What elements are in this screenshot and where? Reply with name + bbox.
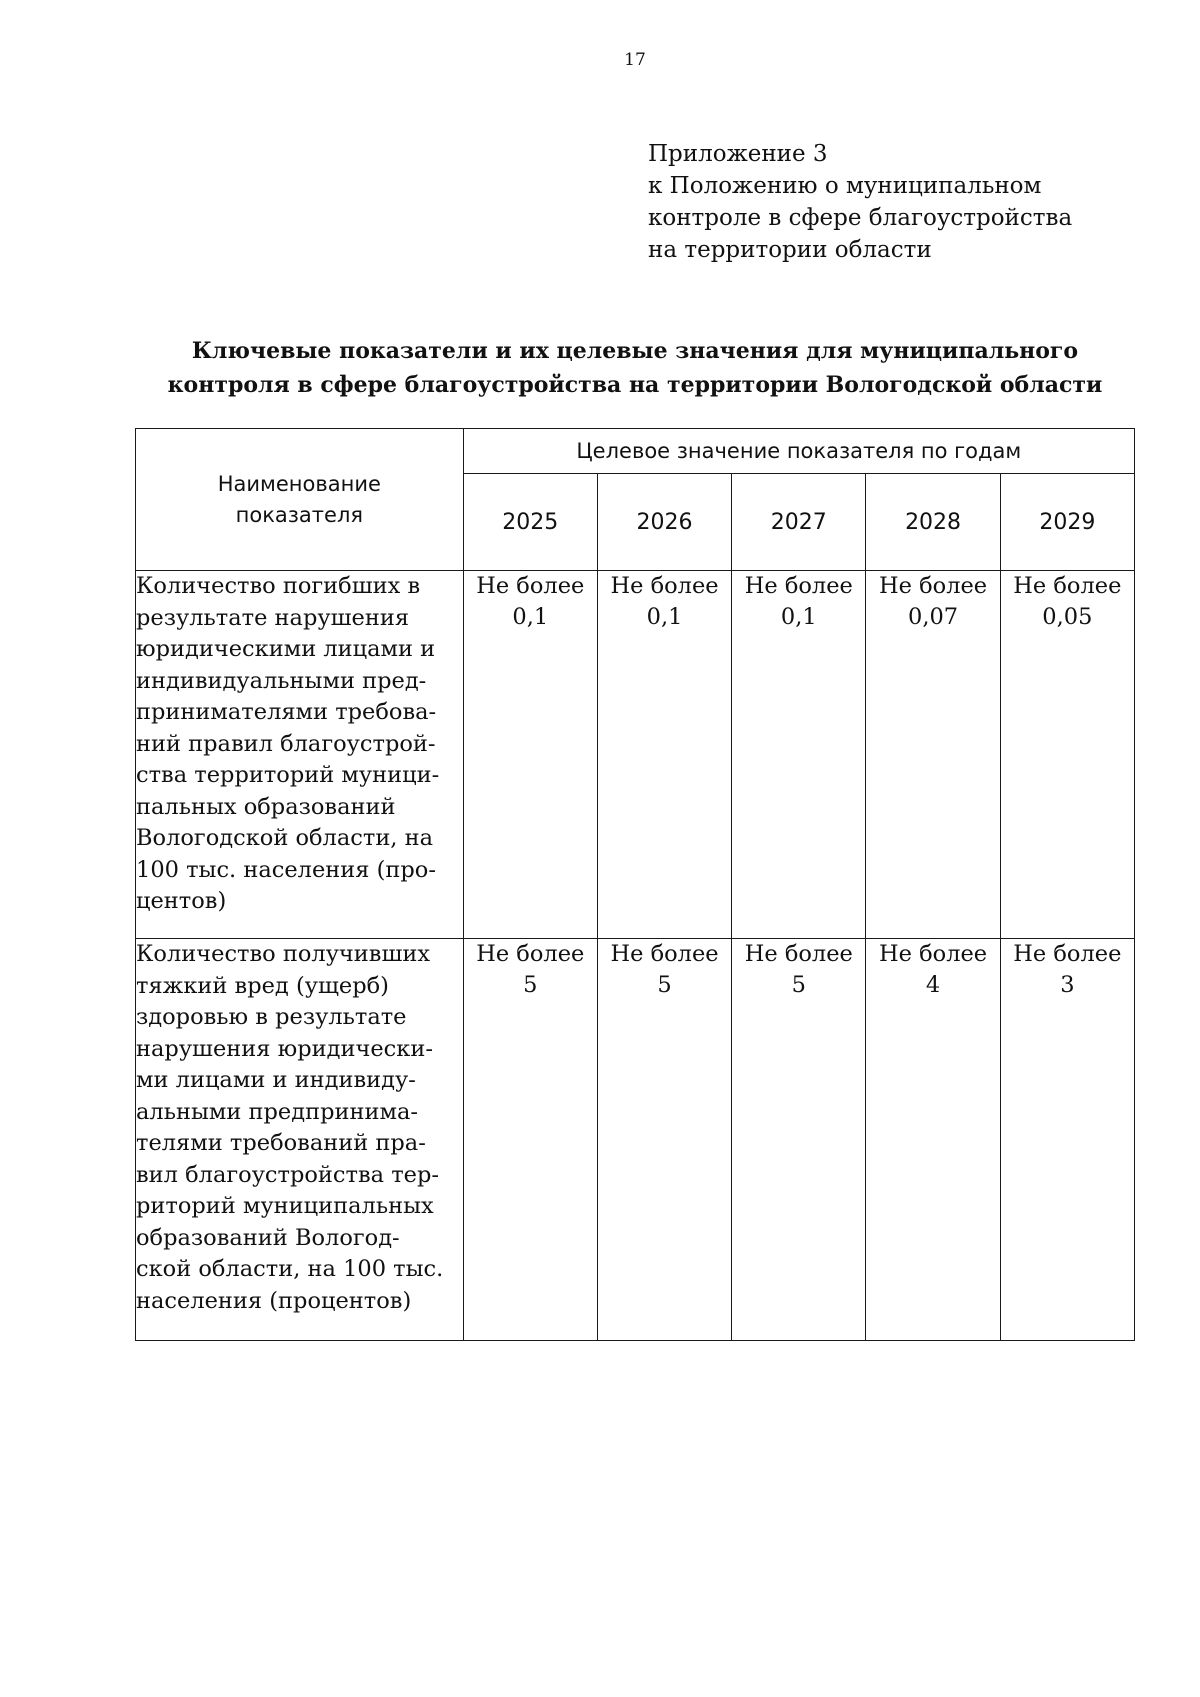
value-prefix: Не более	[476, 573, 585, 599]
appendix-line: контроле в сфере благоустройства	[648, 205, 1073, 231]
target-value-cell	[732, 939, 866, 1341]
appendix-line: к Положению о муниципальном	[648, 173, 1042, 199]
indicator-name-line: ний правил благоустрой-	[136, 730, 436, 757]
indicator-name-line: населения (процентов)	[136, 1287, 412, 1314]
value-prefix: Не более	[744, 941, 853, 967]
value-prefix: Не более	[879, 573, 988, 599]
indicator-name-line: Вологодской области, на	[136, 825, 434, 851]
indicator-name-line: Количество получивших	[136, 941, 431, 967]
title-line: контроля в сфере благоустройства на территории Вологодской области	[167, 372, 1103, 398]
value-number: 0,05	[1042, 604, 1093, 630]
appendix-note	[648, 138, 1072, 266]
header-year-2025: 2025	[463, 474, 597, 571]
indicator-name-line: центов)	[136, 888, 227, 914]
indicator-name-line: образований Вологод-	[136, 1224, 400, 1251]
target-value-cell	[732, 571, 866, 939]
target-value-cell	[1000, 939, 1134, 1341]
indicator-name-line: ской области, на 100 тыс.	[136, 1256, 444, 1282]
value-number: 0,1	[512, 604, 549, 630]
value-prefix: Не более	[476, 941, 585, 967]
header-target-values: Целевое значение показателя по годам	[463, 429, 1134, 474]
indicator-name-line: юридическими лицами и	[136, 636, 436, 662]
header-name-line: показателя	[235, 502, 363, 527]
value-number: 3	[1060, 972, 1075, 998]
indicator-name-line: 100 тыс. населения (про-	[136, 856, 436, 883]
appendix-line: Приложение 3	[648, 141, 828, 167]
indicator-name-line: ства территорий муници-	[136, 762, 440, 788]
page-number: 17	[624, 50, 646, 70]
target-value-cell	[866, 939, 1000, 1341]
title-line: Ключевые показатели и их целевые значения для муниципального	[191, 338, 1079, 364]
value-number: 0,1	[780, 604, 817, 630]
indicator-name-line: нарушения юридически-	[136, 1035, 433, 1062]
header-year-2029: 2029	[1000, 474, 1134, 571]
indicator-name-line: Количество погибших в	[136, 573, 421, 599]
target-value-cell	[866, 571, 1000, 939]
table-row	[136, 571, 1135, 939]
indicator-name-line: вил благоустройства тер-	[136, 1161, 439, 1188]
appendix-line: на территории области	[648, 237, 932, 263]
target-value-cell	[463, 939, 597, 1341]
indicator-name-line: тяжкий вред (ущерб)	[136, 972, 389, 999]
document-title	[120, 334, 1150, 402]
target-value-cell	[597, 571, 731, 939]
value-number: 0,07	[908, 604, 959, 630]
value-prefix: Не более	[610, 573, 719, 599]
indicator-name-line: принимателями требова-	[136, 699, 437, 725]
table-header-row	[136, 429, 1135, 474]
value-prefix: Не более	[1013, 941, 1122, 967]
value-number: 5	[791, 972, 806, 998]
indicator-name-cell	[136, 939, 464, 1341]
indicators-table	[135, 428, 1135, 1341]
indicator-name-line: телями требований пра-	[136, 1130, 426, 1156]
value-prefix: Не более	[1013, 573, 1122, 599]
header-name-line: Наименование	[217, 471, 381, 496]
indicator-name-line: ми лицами и индивиду-	[136, 1067, 416, 1093]
value-number: 4	[925, 972, 941, 998]
header-year-2027: 2027	[732, 474, 866, 571]
table-row	[136, 939, 1135, 1341]
value-prefix: Не более	[744, 573, 853, 599]
header-year-2028: 2028	[866, 474, 1000, 571]
indicator-name-line: пальных образований	[136, 793, 396, 820]
indicator-name-line: риторий муниципальных	[136, 1193, 434, 1219]
value-prefix: Не более	[610, 941, 719, 967]
value-prefix: Не более	[879, 941, 988, 967]
value-number: 5	[523, 972, 538, 998]
target-value-cell	[1000, 571, 1134, 939]
header-year-2026: 2026	[597, 474, 731, 571]
target-value-cell	[463, 571, 597, 939]
value-number: 5	[657, 972, 672, 998]
indicator-name-line: здоровью в результате	[136, 1004, 407, 1030]
indicator-name-line: индивидуальными пред-	[136, 667, 427, 694]
header-indicator-name	[136, 429, 464, 571]
indicator-name-line: результате нарушения	[136, 604, 410, 631]
indicator-name-cell	[136, 571, 464, 939]
indicator-name-line: альными предпринима-	[136, 1098, 418, 1125]
target-value-cell	[597, 939, 731, 1341]
value-number: 0,1	[646, 604, 683, 630]
